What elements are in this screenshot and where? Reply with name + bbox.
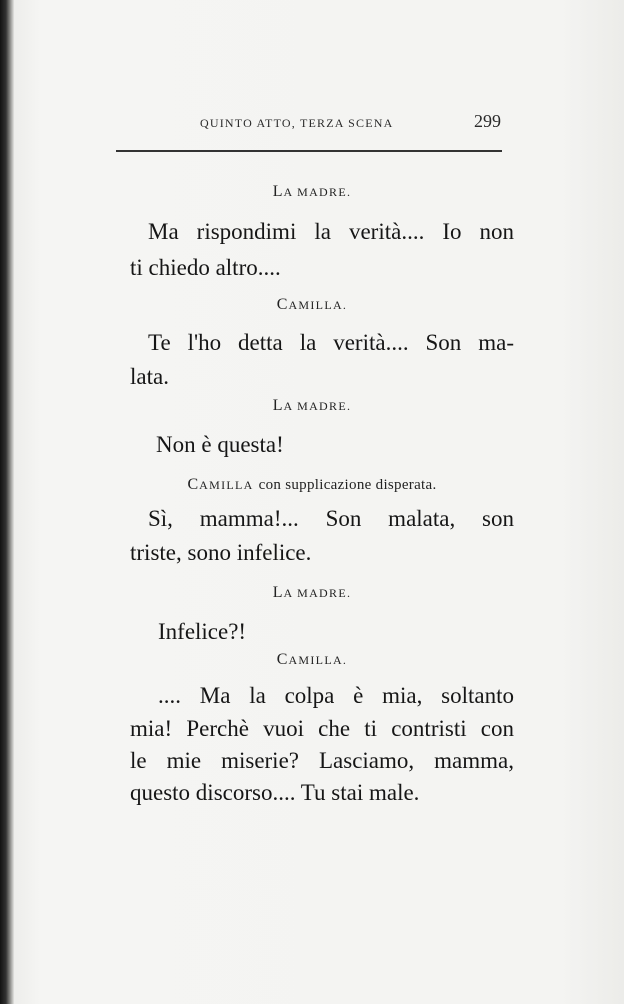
running-head: QUINTO ATTO, TERZA SCENA — [200, 116, 394, 130]
speech-line: Ma rispondimi la verità.... Io non — [148, 219, 514, 244]
header-rule — [116, 150, 502, 152]
speech-line: ti chiedo altro.... — [130, 255, 281, 280]
speech-line: le mie miserie? Lasciamo, mamma, — [130, 748, 514, 773]
page-number: 299 — [474, 111, 501, 131]
speech-line: triste, sono infelice. — [130, 540, 312, 565]
speaker-la-madre: LA MADRE. — [272, 584, 352, 601]
speech-line: .... Ma la colpa è mia, soltanto — [158, 683, 514, 708]
speech-line: lata. — [130, 364, 169, 389]
speech-line: Non è questa! — [156, 432, 284, 457]
speech-line: questo discorso.... Tu stai male. — [130, 780, 420, 805]
speaker-camilla-with-direction: CAMILLA con supplicazione disperata. — [187, 476, 437, 493]
speaker-la-madre: LA MADRE. — [272, 397, 352, 414]
speaker-la-madre: LA MADRE. — [272, 183, 352, 200]
speaker-camilla: CAMILLA. — [276, 651, 348, 668]
speech-line: Sì, mamma!... Son malata, son — [148, 506, 514, 531]
speech-line: mia! Perchè vuoi che ti contristi con — [130, 716, 514, 741]
book-spine-shadow — [0, 0, 14, 1004]
stage-direction: con supplicazione disperata. — [258, 477, 437, 493]
speech-line: Infelice?! — [158, 619, 247, 644]
speaker-camilla: CAMILLA. — [276, 296, 348, 313]
speech-line: Te l'ho detta la verità.... Son ma- — [148, 330, 514, 355]
